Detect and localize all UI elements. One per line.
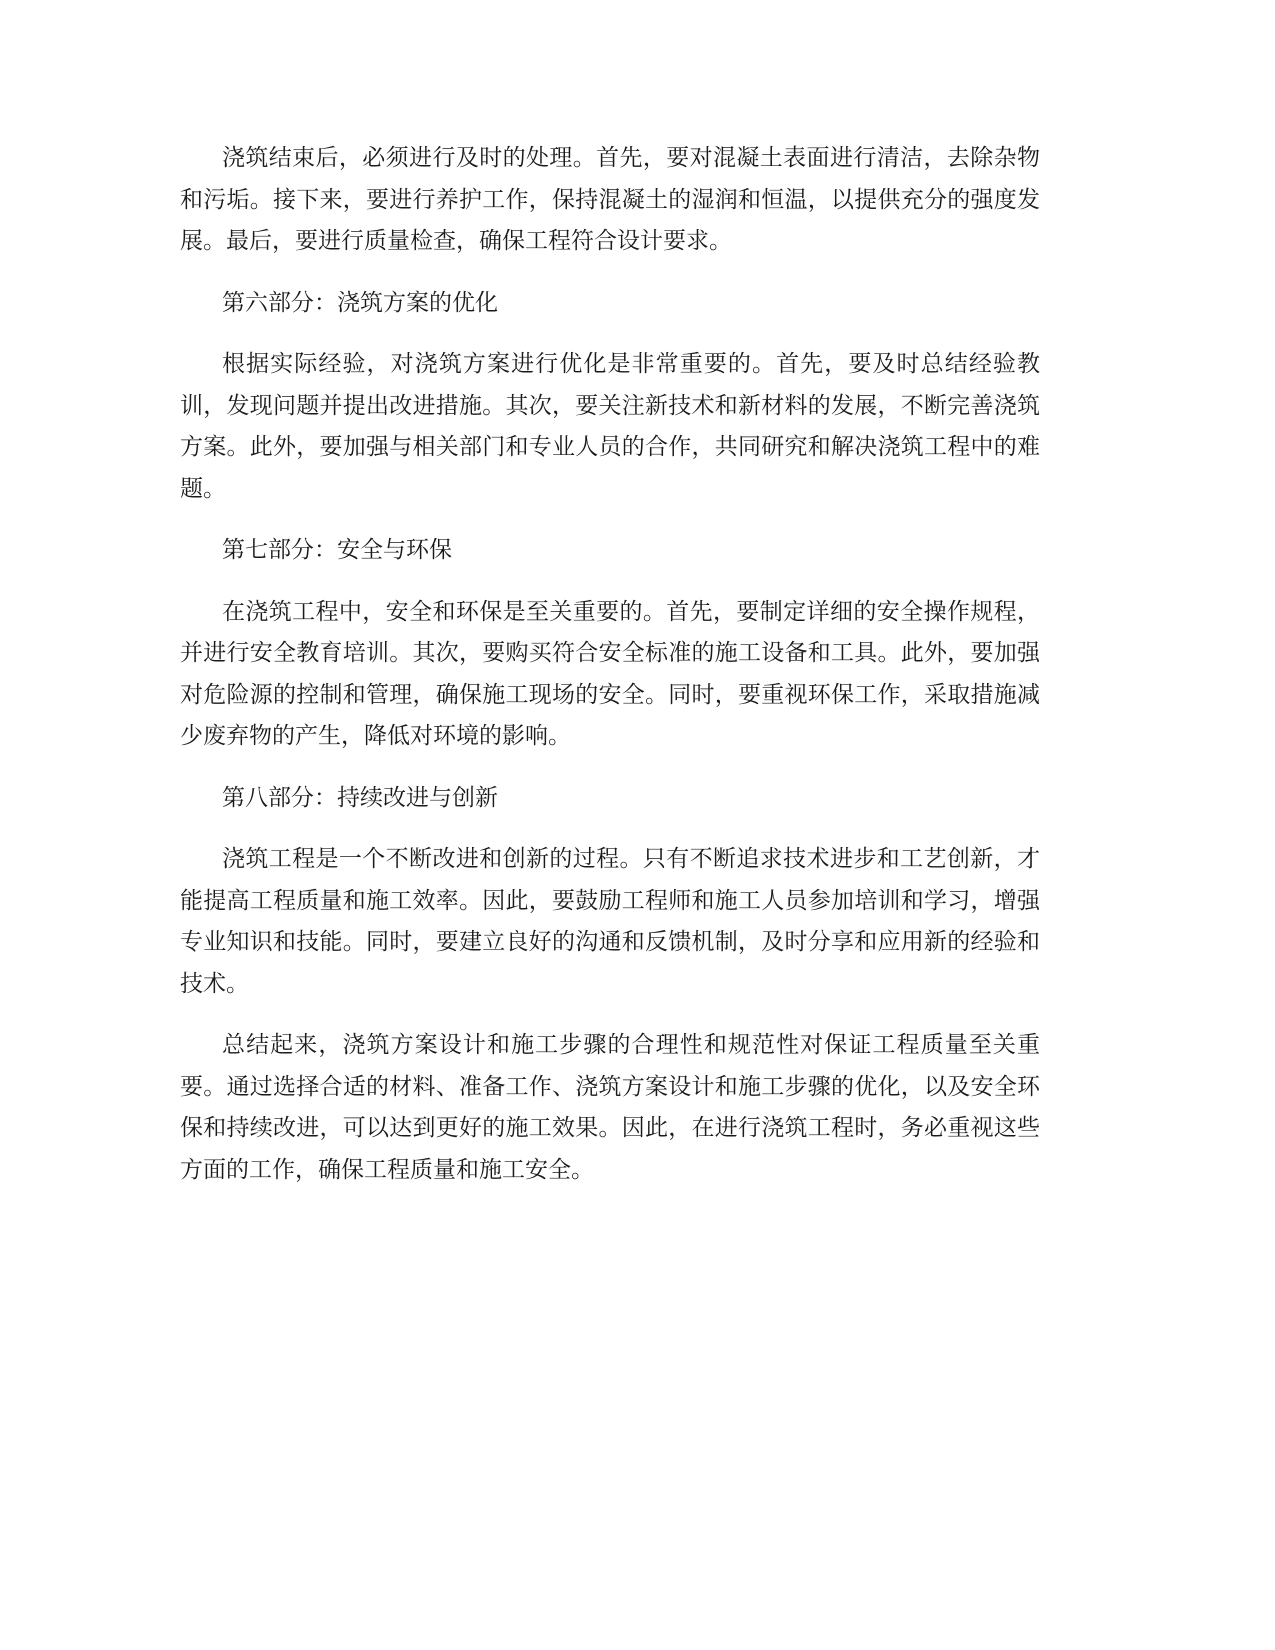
paragraph-post-pouring-treatment: 浇筑结束后，必须进行及时的处理。首先，要对混凝土表面进行清洁，去除杂物和污垢。接下来，要进行养护工作，保持混凝土的湿润和恒温，以提供充分的强度发展。最后，要进行质量检查，确保工程符合设计要求。 [180, 145, 1040, 254]
section-heading-part-eight: 第八部分：持续改进与创新 [222, 784, 498, 811]
paragraph-continuous-improvement: 浇筑工程是一个不断改进和创新的过程。只有不断追求技术进步和工艺创新，才能提高工程质量和施工效率。因此，要鼓励工程师和施工人员参加培训和学习，增强专业知识和技能。同时，要建立良好的沟通和反馈机制，及时分享和应用新的经验和技术。 [180, 846, 1040, 997]
paragraph-summary: 总结起来，浇筑方案设计和施工步骤的合理性和规范性对保证工程质量至关重要。通过选择合适的材料、准备工作、浇筑方案设计和施工步骤的优化，以及安全环保和持续改进，可以达到更好的施工效果。因此，在进行浇筑工程时，务必重视这些方面的工作，确保工程质量和施工安全。 [180, 1032, 1040, 1183]
document-body [180, 138, 1040, 1211]
section-heading-part-six: 第六部分：浇筑方案的优化 [222, 289, 498, 316]
paragraph-plan-optimization: 根据实际经验，对浇筑方案进行优化是非常重要的。首先，要及时总结经验教训，发现问题并提出改进措施。其次，要关注新技术和新材料的发展，不断完善浇筑方案。此外，要加强与相关部门和专业人员的合作，共同研究和解决浇筑工程中的难题。 [180, 351, 1040, 502]
section-heading-part-seven: 第七部分：安全与环保 [222, 537, 452, 563]
paragraph-safety-environment: 在浇筑工程中，安全和环保是至关重要的。首先，要制定详细的安全操作规程，并进行安全教育培训。其次，要购买符合安全标准的施工设备和工具。此外，要加强对危险源的控制和管理，确保施工现场的安全。同时，要重视环保工作，采取措施减少废弃物的产生，降低对环境的影响。 [180, 598, 1040, 749]
